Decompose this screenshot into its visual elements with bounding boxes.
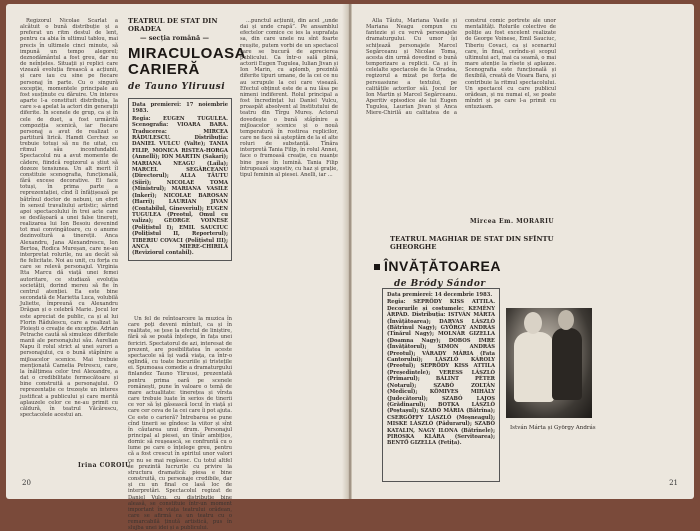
play-title-line2: CARIERĂ	[128, 61, 200, 78]
square-bullet-icon	[374, 264, 380, 270]
play-title-2-text: ÎNVĂȚĂTOAREA	[384, 258, 501, 274]
left-column-1	[20, 18, 118, 478]
left-page-number: 20	[22, 479, 31, 487]
credits-frame	[128, 98, 232, 261]
premiere-box-oradea	[128, 17, 246, 310]
play-author-2: de Bródy Sándor	[394, 279, 486, 289]
theatre-name: TEATRUL DE STAT DIN ORADEA	[128, 17, 218, 33]
right-signature: Mircea Em. MORARIU	[470, 218, 555, 225]
left-signature: Irina COROIU	[78, 462, 131, 469]
photo-figure-man	[552, 328, 582, 400]
photo-caption: István Márta și György András	[510, 425, 596, 431]
left-page	[6, 4, 348, 531]
play-title-2	[374, 259, 556, 274]
photo-face-woman	[524, 312, 542, 334]
credits-frame-2	[382, 288, 500, 482]
play-author: de Tauno Yliruusi	[128, 82, 226, 92]
left-column-3-text: ...punctul acțiunii, din acel „unde dai și unde crapă”. Pe ansamblul efectelor comice ce ies la suprafața sa, din care unele nu sînt foarte reușite, putem vorbi de un spectacol care se bucură de aprecierea publicului. Ca într-o sală plină, actorii Eugen Tugulea, Iulian Jivan și Ion Marin, cu aplomb, prezintă diferite tipuri umane, de la cei ce nu au scrupule la cei care visează. Efectul obținut este de a nu lăsa pe nimeni indiferent. Rolul principal a fost încredințat lui Daniel Vulcu, proaspăt absolvent al Institutului de teatru din Tîrgu Mureș. Actorul dovedește o bună stăpînire a mijloacelor scenice și o nouă temperatură în rostirea replicilor, care ne face să așteptăm de la el alte roluri de substanță. Tînăra interpretă Tania Filip, în rolul Annei, face o frumoasă creație, cu nuanțe bine puse în lumină. Tania Filip întrupează sugestiv, cu haz și grație, tipul feminin al piesei. Anelli, iar ...	[240, 18, 338, 178]
right-column-1-text: Alla Tăutu, Mariana Vasile și Mariana Neagu compun cu fantezie și cu vervă personajele dramaturgului. Cu umor își schițează personajele Marcel Segărceanu și Nicolae Toma, acesta din urmă dovedind o bună temporizare a replicii. Ca și în celelalte spectacole de la Oradea, regizorul a mizat pe forța de persuasiune a textului, pe calitățile actorilor săi. Jocul lor Ion Martin și Marcel Segărceanu. Aperitiv episodice ale lui Eugen Tugulea, Laurian Jivan și Anca Miere-Chirilă au calitatea de a construi comic portrete ale unor mentalități. Rolurile colective de poliție au fost excelent realizate de George Voinese, Emil Sauciuc, Tiberiu Covaci, ca și scenariul care, în final, cerîndu-și scopul ultimului act, mai ca seamă, o mai mare atenție la rîsete și aplauze. Scenografia este funcțională și flexibilă, creată de Vioara Bara, și contribuie la ritmul spectacolului. Un spectacol cu care publicul orădean, și nu numai el, se poate mîndri și pe care l-a primit cu entuziasm.	[366, 18, 556, 117]
right-page-number: 21	[669, 479, 678, 487]
theatre-section: — secția română —	[140, 34, 210, 42]
play-title-line1: MIRACULOASA	[128, 45, 246, 62]
photo-face-man	[558, 310, 574, 330]
left-column-2	[128, 316, 232, 531]
credits-text-2: Regia: SEPRÖDY KISS ATTILA. Decorurile și costumele: KEMÉNY ÁRPÁD. Distribuția: ISTVÁN MÁRTA (Învățătoarea); DARVAS LÁSZLÓ (Bătrînul Nagy); GYÖRGY ANDRÁS (Tînărul Nagy); MOLNÁR GIZELLA (Doamna Nagy); DOBOS IMRE (Învățătorul); SIMON ANDRÁS (Preotul); VÁRADY MÁRIA (Fata Cantorului); LÁSZLÓ KÁROLY (Preotul); SEPRÖDY KISS ATTILA (Președintele); VERESS LÁSZLÓ (Primarul); BÁLINT PÉTER (Notarul); SZABÓ ZOLTÁN (Medicul); KÖMIVES MIHÁLY (Judecătorul); SZABÓ LAJOS (Grădinarul); BOTKA LÁSZLÓ (Poștașul); SZABÓ MÁRIA (Bătrîna); CSERGŐFFY LÁSZLÓ (Moșneagul); MISKE LÁSZLÓ (Pădurarul); SZABÓ KATALIN, NAGY ILONA (Bătrînele); PIROSKA KLÁRA (Servitoarea); BENTŐ GIZELLA (Fetița).	[387, 299, 495, 447]
premiere-header-sfantu	[374, 236, 556, 289]
right-page	[352, 4, 694, 499]
left-column-1-text: Regizorul Nicolae Scarlat a alcătuit o bună distribuție și a preferat un ritm destul de lent, pentru ca abia în ultimul tablou, mai precis în ultimele cinci minute, să impună un tempo alegorel; deznodământul a fost greu, dar nu de neînțeles. Situații și replici care vizează evoluția firească a acțiunii, și care iau cu sine pe fiecare personaj în parte. Cu o singură excepție, momentele principale au fost susținute cu dăruire. Un interes aparte l-a constituit distribuția, la care s-a apelat la actori din generații diferite. În scenele de grup, ca și în cele de duet, a fost urmărită compoziția scenică, iar fiecare personaj a avut de realizat o partitură lirică. Hamdi Cerchez se trebuie totuși să nu fie uitat, cu ritmul său inconfundabil. Spectacolul nu a avut momente de cădere, fiindcă regizorul a știut să dozeze tensiunea. Un alt merit îl constituie scenografia, funcțională, fără excese decorative. El face totuși, în prima parte a reprezentației, cînd îl înfățișează pe bătrînul doctor de nebuni, un efort în sensul travaliului artistic; sărind apoi spectacolului în trei acte care se desfășoară a unei false tinereți, realizarea lui Ion Besoiu devenind tot mai convingătoare, cu o anume dezinvoltură a tinereții. Anca Alexandru, Jana Alexandrescu, Ion Bertoa, Rodica Mureșan, care ne-au interpretat rolurile, nu au decât să fie felicitate. Noi au unit, cu forța cu care se relevă personajul. Virginia Itta Marcu dă viață unei femei autoritare, ce studiază evoluția societății, dorind mereu să fie în centrul atenției. Ea este bine secondată de Marietta Luca, volubilă Juliette, împreună cu Alexandru Drăgan și o celebră Marie. Jocul lor este apreciat de public, ca și al lui Florin Rădulescu, care a realizat la Ploiești o creație de excepție. Adrian Petrache caută să simuleze diferitele manii ale personajului său. Aurelian Napu îl rolul strict al unei surori a personajului, cu o bună stăpînire a mijloacelor scenice. Mai trebuie menționată Camelia Petrescu, care, la înălțimea celor trei Alexandre, a dat o credibilitate fermecătoare și bine construită a personajului. O reprezentație ce trezește un interes justificat a publicului și care merită aplauzele celor ce ne-au primit cu căldură, în teatrul Văcărescu, spectacolele acestui an.	[20, 18, 118, 418]
premiere-date: Data premierei: 17 noiembrie 1983.	[132, 102, 228, 115]
production-photo	[506, 308, 592, 418]
photo-figure-woman	[514, 332, 554, 402]
left-column-2-text: Un fel de reîntoarcere la muzica în care poți deveni mîntuit, ca și în realitate, se țese la efectul de liniștire, fără să se poată înțelege, în fața unei fericiri. Spectatorul de azi, interesat de prezent, are posibilitatea în aceste spectacole să își vadă viața, ca într-o oglindă, cu toate bucuriile și tristețile ei. Spumoasa comedie a dramaturgului finlandez Tauno Yliruusi, prezentată pentru prima oară pe scenele românești, pune în valoare o temă de mare actualitate: tinerețea și vîrsta care trebuie luate în serios de tinerii ce vor să își găsească locul în viață și care cer ceva de la cei care îi pot ajuta. Ce este o carieră? Întrebarea se pune cînd tinerii se gîndesc la viitor și sînt în căutarea unui drum. Personajul principal al piesei, un tînăr ambițios, dornic să reușească, se confruntă cu o lume pe care o înțelege greu, pentru că a fost crescut în spiritul unor valori ce nu se mai regăsesc. Cu totul altfel se prezintă lucrurile cu privire la structura dramatică: piesa e bine construită, cu personaje credibile, dar și cu un final ce lasă loc de interpretări. Spectacolul regizat de Daniel Vulcu, cu distribuție bine aleasă, se constituie într-un moment important în viața teatrului orădean, care se afirmă ca un teatru cu o remarcabilă ținută artistică, pus în slujba unei idei și a publicului.	[128, 316, 232, 531]
right-column-1	[366, 18, 556, 218]
theatre-name-2: TEATRUL MAGHIAR DE STAT DIN SFÎNTU GHEORGHE	[390, 235, 554, 251]
magazine-spread	[6, 4, 694, 531]
credits-text: Regia: EUGEN TUGULEA. Scenografia: VIOARA BARA. Traducerea: MIRCEA RĂDULESCU. Distribuția: DANIEL VULCU (Valte); TANIA FILIP, MONICA RISTEA-HORGA (Annelli); ION MARTIN (Sakari); MARIANA NEAGU (Laila); MARCEL SEGĂRCEANU (Directorul); ALLA TĂUTU (Siiri); NICOLAE TOMA (Ministrul); MARIANA VASILE (Inkeri); NICOLAE BAROSAN (Harri); LAURIAN JIVAN (Contabilul, Gineveriul); EUGEN TUGULEA (Preotul, Omul cu valiza); GEORGE VOINESE (Polițistul I); EMIL SAUCIUC (Polițistul II, Reporterul); TIBERIU COVACI (Polițistul III); ANCA MIERE-CHIRILĂ (Reviziorul contabil).	[132, 115, 228, 257]
premiere-date-2: Data premierei: 14 decembrie 1983.	[387, 292, 493, 298]
left-column-3	[240, 18, 338, 488]
